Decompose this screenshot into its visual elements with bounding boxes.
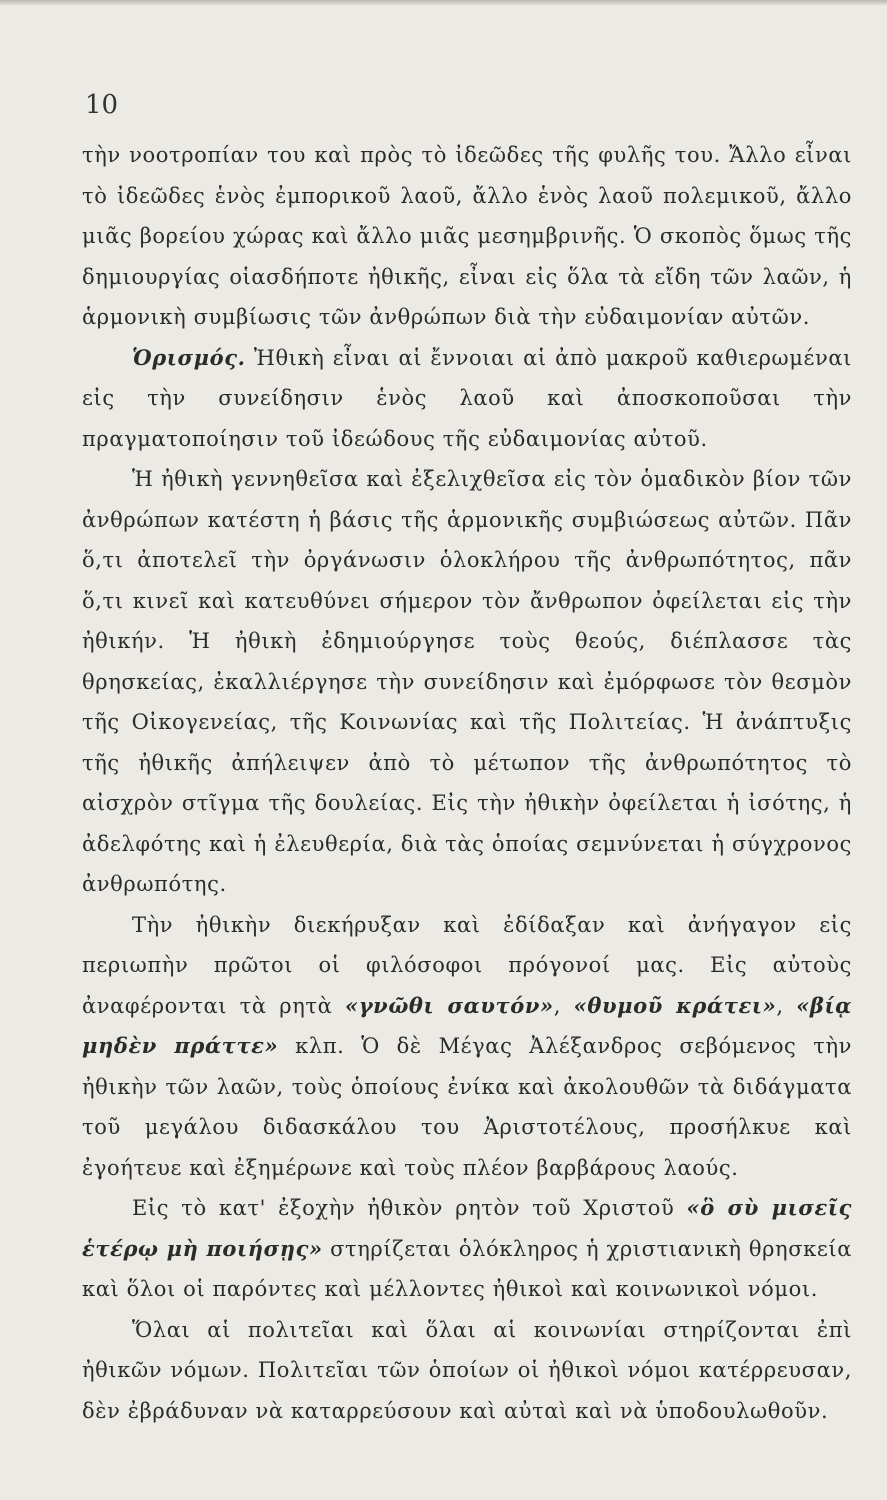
paragraph-4 (82, 905, 852, 1189)
paragraph-6 (82, 1310, 852, 1432)
quote-know-thyself: «γνῶθι σαυτόν» (344, 992, 554, 1018)
quote-separator-1: , (553, 993, 574, 1018)
quote-no-force: «βίᾳ μηδὲν πράττε» (82, 992, 852, 1058)
body-text (82, 135, 852, 1431)
definition-text: Ἠθικὴ εἶναι αἱ ἔννοιαι αἱ ἀπὸ μακροῦ καθιερωμέναι εἰς τὴν συνείδησιν ἑνὸς λαοῦ καὶ ἀποσκοποῦσαι τὴν πραγματοποίησιν τοῦ ἰδεώδους τῆς εὐδαιμονίας αὐτοῦ. (82, 345, 852, 451)
definition-term: Ὁρισμός. (132, 344, 246, 370)
paragraph-1 (82, 135, 852, 338)
quote-control-anger: «θυμοῦ κράτει» (573, 992, 777, 1018)
paragraph-3-text: Ἡ ἠθικὴ γεννηθεῖσα καὶ ἐξελιχθεῖσα εἰς τὸν ὁμαδικὸν βίον τῶν ἀνθρώπων κατέστη ἡ βάσις τῆς ἁρμονικῆς συμβιώσεως αὐτῶν. Πᾶν ὅ,τι ἀποτελεῖ τὴν ὀργάνωσιν ὁλοκλήρου τῆς ἀνθρωπότητος, πᾶν ὅ,τι κινεῖ καὶ κατευθύνει σήμερον τὸν ἄνθρωπον ὀφείλεται εἰς τὴν ἠθικήν. Ἡ ἠθικὴ ἐδημιούργησε τοὺς θεούς, διέπλασσε τὰς θρησκείας, ἐκαλλιέργησε τὴν συνείδησιν καὶ ἐμόρφωσε τὸν θεσμὸν τῆς Οἰκογενείας, τῆς Κοινωνίας καὶ τῆς Πολιτείας. Ἡ ἀνάπτυξις τῆς ἠθικῆς ἀπήλειψεν ἀπὸ τὸ μέτωπον τῆς ἀνθρωπότητος τὸ αἰσχρὸν στῖγμα τῆς δουλείας. Εἰς τὴν ἠθικὴν ὀφείλεται ἡ ἰσότης, ἡ ἀδελφότης καὶ ἡ ἐλευθερία, διὰ τὰς ὁποίας σεμνύνεται ἡ σύγχρονος ἀνθρωπότης. (82, 467, 852, 896)
page-number: 10 (85, 90, 119, 120)
paragraph-5-text-before: Εἰς τὸ κατ' ἐξοχὴν ἠθικὸν ρητὸν τοῦ Χριστοῦ (132, 1196, 687, 1220)
quote-separator-2: , (776, 993, 797, 1018)
paragraph-definition (82, 338, 852, 460)
paragraph-4-text-after: κλπ. Ὁ δὲ Μέγας Ἀλέξανδρος σεβόμενος τὴν ἠθικὴν τῶν λαῶν, τοὺς ὁποίους ἐνίκα καὶ ἀκολουθῶν τὰ διδάγματα τοῦ μεγάλου διδασκάλου του Ἀριστοτέλους, προσήλκυε καὶ ἐγοήτευε καὶ ἐξημέρωνε καὶ τοὺς πλέον βαρβάρους λαούς. (82, 1034, 852, 1180)
page-top-edge (0, 0, 887, 6)
paragraph-1-text: τὴν νοοτροπίαν του καὶ πρὸς τὸ ἰδεῶδες τῆς φυλῆς του. Ἄλλο εἶναι τὸ ἰδεῶδες ἑνὸς ἐμπορικοῦ λαοῦ, ἄλλο ἑνὸς λαοῦ πολεμικοῦ, ἄλλο μιᾶς βορείου χώρας καὶ ἄλλο μιᾶς μεσημβρινῆς. Ὁ σκοπὸς ὅμως τῆς δημιουργίας οἱασδήποτε ἠθικῆς, εἶναι εἰς ὅλα τὰ εἴδη τῶν λαῶν, ἡ ἁρμονικὴ συμβίωσις τῶν ἀνθρώπων διὰ τὴν εὐδαιμονίαν αὐτῶν. (82, 143, 852, 329)
quote-christ: «ὃ σὺ μισεῖς ἑτέρῳ μὴ ποιήσῃς» (82, 1195, 852, 1261)
paragraph-3 (82, 459, 852, 905)
paragraph-5 (82, 1188, 852, 1310)
paragraph-5-text-after: στηρίζεται ὁλόκληρος ἡ χριστιανικὴ θρησκεία καὶ ὅλοι οἱ παρόντες καὶ μέλλοντες ἠθικοὶ καὶ κοινωνικοὶ νόμοι. (82, 1236, 852, 1301)
paragraph-4-text-before: Τὴν ἠθικὴν διεκήρυξαν καὶ ἐδίδαξαν καὶ ἀνήγαγον εἰς περιωπὴν πρῶτοι οἱ φιλόσοφοι πρόγονοί μας. Εἰς αὐτοὺς ἀναφέρονται τὰ ρητὰ (82, 912, 852, 1018)
paragraph-6-text: Ὅλαι αἱ πολιτεῖαι καὶ ὅλαι αἱ κοινωνίαι στηρίζονται ἐπὶ ἠθικῶν νόμων. Πολιτεῖαι τῶν ὁποίων οἱ ἠθικοὶ νόμοι κατέρρευσαν, δὲν ἐβράδυναν νὰ καταρρεύσουν καὶ αὐταὶ καὶ νὰ ὑποδουλωθοῦν. (82, 1317, 852, 1423)
